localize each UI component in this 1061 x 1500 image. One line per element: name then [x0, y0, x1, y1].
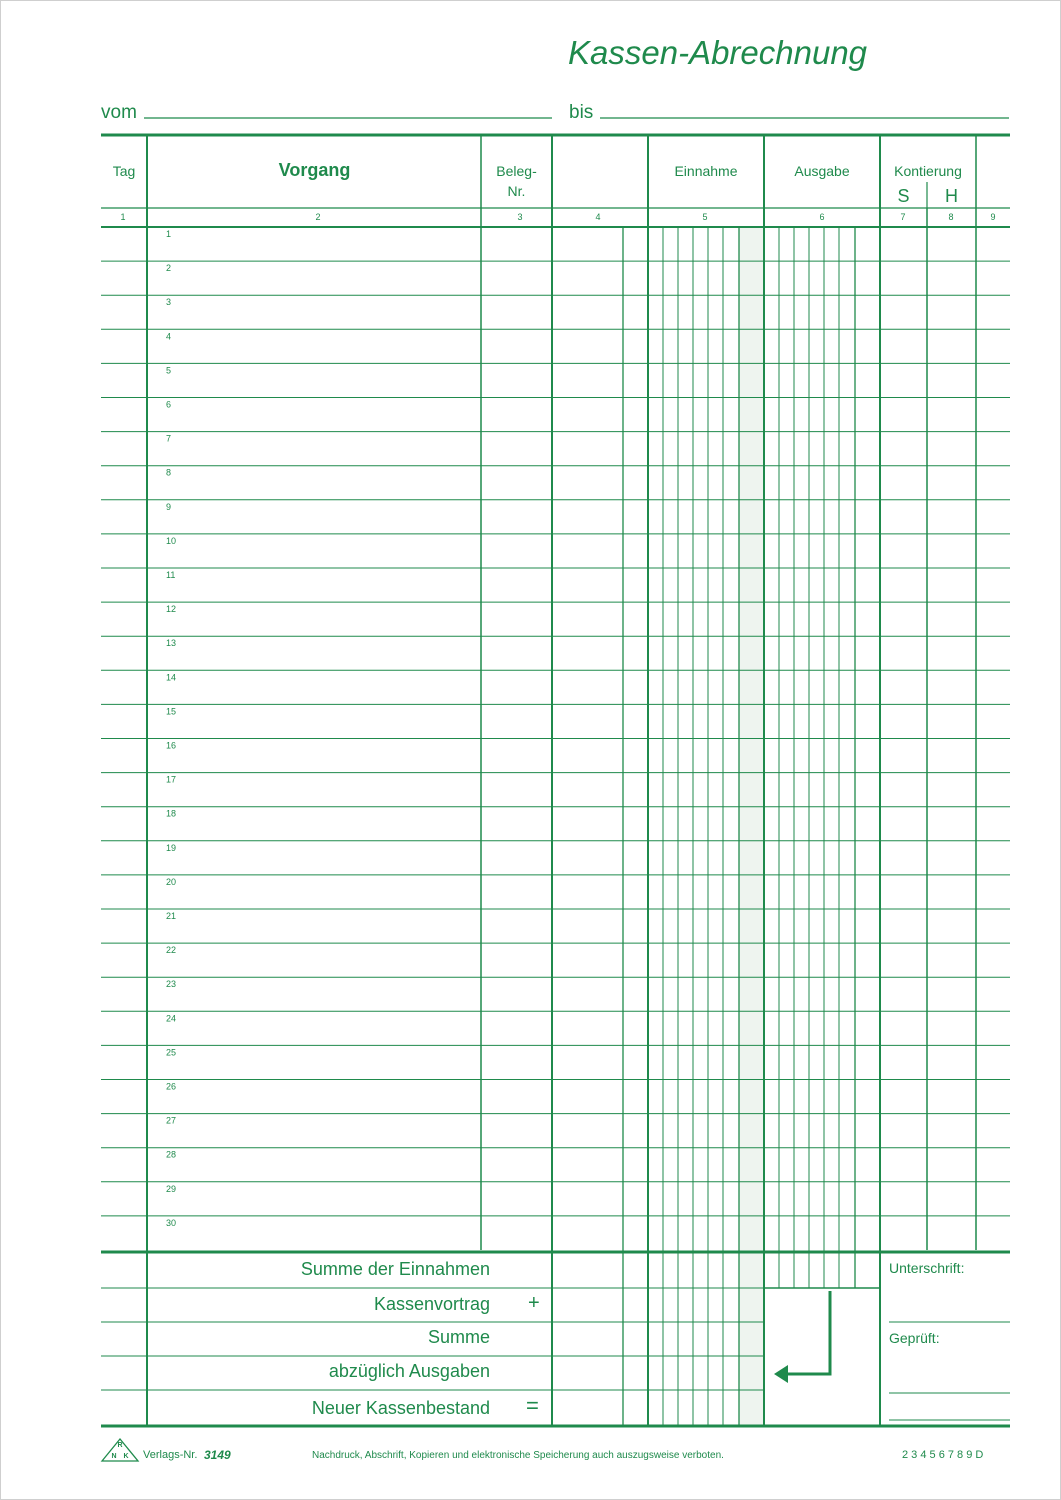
column-number: 7 [900, 212, 906, 222]
row-number: 12 [166, 604, 177, 615]
row-number: 13 [166, 638, 177, 649]
checked-by-field[interactable] [889, 1360, 1010, 1390]
period-to-field[interactable] [600, 100, 1009, 120]
row-number: 18 [166, 808, 177, 819]
row-number: 21 [166, 911, 177, 921]
row-number: 27 [166, 1115, 177, 1126]
period-from-label: vom [101, 102, 137, 123]
column-header-beleg: Beleg- [496, 163, 537, 179]
period-from-field[interactable] [144, 100, 552, 120]
svg-text:K: K [123, 1453, 129, 1460]
row-number: 29 [166, 1183, 177, 1194]
column-header-ausgabe: Ausgabe [794, 163, 850, 179]
column-number: 4 [595, 212, 601, 222]
publisher-number: 3149 [204, 1448, 231, 1462]
summary-equals-sign: = [526, 1393, 539, 1418]
column-number: 8 [948, 212, 954, 222]
amount-shading [739, 227, 764, 1426]
row-number: 24 [166, 1013, 177, 1024]
shaded-column [739, 227, 764, 1426]
column-number: 5 [702, 212, 708, 222]
row-number: 17 [166, 774, 177, 785]
row-number: 26 [166, 1081, 177, 1092]
row-number: 5 [166, 365, 172, 376]
summary-neuer-bestand-label: Neuer Kassenbestand [311, 1398, 490, 1418]
row-number: 10 [166, 535, 177, 546]
period-to-label: bis [569, 102, 594, 123]
print-code: 2 3 4 5 6 7 8 9 D [902, 1449, 984, 1461]
publisher-label: Verlags-Nr. [143, 1449, 198, 1461]
row-number: 15 [166, 706, 177, 717]
column-header-tag: Tag [112, 163, 136, 179]
row-number: 6 [166, 399, 172, 410]
row-number: 1 [166, 229, 172, 239]
checked-by-label: Geprüft: [889, 1330, 940, 1346]
row-number: 20 [166, 876, 177, 887]
row-number: 2 [166, 263, 172, 274]
column-header-vorgang: Vorgang [278, 160, 351, 180]
column-number: 2 [315, 212, 321, 222]
row-number: 7 [166, 433, 172, 444]
row-number: 8 [166, 467, 172, 478]
signature-field[interactable] [889, 1296, 1010, 1322]
row-number: 9 [166, 501, 172, 512]
row-number: 4 [166, 331, 172, 342]
svg-text:R: R [117, 1442, 123, 1449]
column-number: 9 [990, 212, 996, 222]
svg-text:N: N [111, 1453, 117, 1460]
summary-einnahmen-label: Summe der Einnahmen [300, 1259, 490, 1279]
column-header-soll: S [897, 186, 910, 206]
row-number: 25 [166, 1047, 177, 1058]
page-title: Kassen-Abrechnung [568, 34, 868, 71]
copyright-notice: Nachdruck, Abschrift, Kopieren und elektronische Speicherung auch auszugsweise verboten. [312, 1450, 724, 1461]
signature-label: Unterschrift: [889, 1260, 965, 1276]
summary-plus-sign: + [528, 1292, 540, 1314]
summary-abzueglich-label: abzüglich Ausgaben [328, 1361, 490, 1381]
row-number: 16 [166, 740, 177, 751]
column-header-haben: H [945, 186, 958, 206]
row-number: 22 [166, 945, 177, 956]
summary-kassenvortrag-label: Kassenvortrag [373, 1294, 490, 1314]
row-number: 14 [166, 672, 177, 683]
column-header-einnahme: Einnahme [674, 163, 738, 179]
row-number: 11 [166, 570, 176, 580]
summary-summe-label: Summe [427, 1327, 490, 1347]
row-number: 23 [166, 979, 177, 990]
column-number: 3 [517, 212, 523, 222]
column-header-kontierung: Kontierung [894, 163, 962, 179]
row-number: 28 [166, 1149, 177, 1160]
row-number: 30 [166, 1217, 177, 1228]
row-number: 19 [166, 842, 177, 853]
column-number: 1 [120, 212, 126, 222]
row-number: 3 [166, 297, 172, 308]
column-header-beleg-nr: Nr. [507, 183, 526, 199]
column-number: 6 [819, 212, 825, 222]
